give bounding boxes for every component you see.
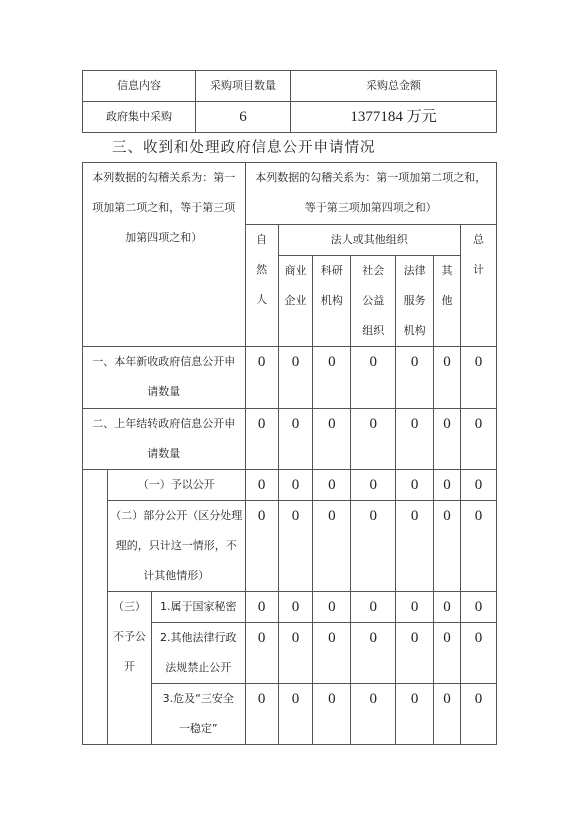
cell-value: 0	[434, 592, 461, 623]
cell-value: 0	[396, 501, 434, 592]
cell-value: 0	[278, 470, 313, 501]
cell-value: 0	[461, 623, 497, 684]
header-char: 其	[441, 264, 453, 277]
results-indent-cell	[83, 470, 108, 745]
requests-table	[82, 162, 497, 745]
header-char: 总	[473, 233, 484, 246]
left-header-line: 项加第二项之和，等于第三项	[92, 201, 236, 214]
left-header	[83, 163, 246, 347]
cell-value: 0	[461, 347, 497, 409]
header-char: 然	[256, 263, 268, 276]
cell-value: 0	[461, 592, 497, 623]
row-label-line: 理的，只计这一情形，不	[115, 539, 237, 552]
cell-value: 0	[434, 684, 461, 745]
cell-value: 0	[245, 684, 278, 745]
cell-value: 0	[434, 623, 461, 684]
col-other	[434, 256, 461, 347]
legal-group-header: 法人或其他组织	[278, 225, 461, 256]
row-label-line: 一稳定”	[178, 722, 218, 735]
right-header-line: 本列数据的勾稽关系为：第一项加第二项之和，	[255, 171, 487, 184]
section-heading: 三、收到和处理政府信息公开申请情况	[112, 140, 376, 156]
cell-value: 0	[396, 347, 434, 409]
procurement-table	[82, 70, 497, 133]
right-header	[245, 163, 496, 225]
cell-value: 0	[245, 501, 278, 592]
row-label-line: 法规禁止公开	[165, 661, 232, 674]
header-char: 社会	[362, 264, 385, 277]
header-char: 机构	[403, 324, 426, 337]
row-label-line: 计其他情形）	[143, 569, 210, 582]
header-char: 服务	[403, 294, 426, 307]
cell-value: 0	[245, 623, 278, 684]
cell-value: 0	[461, 501, 497, 592]
cell-value: 0	[245, 409, 278, 470]
row-label-line: 2.其他法律行政	[159, 631, 237, 644]
header-char: 自	[256, 233, 268, 246]
row-label-line: 3.危及“三安全	[162, 692, 234, 705]
cell-value: 0	[396, 623, 434, 684]
cell-value: 0	[245, 592, 278, 623]
header-char: 科研	[320, 264, 343, 277]
row-label: 1.属于国家秘密	[151, 592, 245, 623]
total-header	[461, 225, 497, 347]
cell-value: 0	[396, 592, 434, 623]
cell-value: 0	[461, 684, 497, 745]
not-public-label	[107, 592, 151, 745]
row-label-line: 不予公	[112, 630, 146, 643]
row-count: 6	[196, 102, 291, 133]
row-label	[151, 623, 245, 684]
cell-value: 0	[351, 684, 396, 745]
cell-value: 0	[396, 470, 434, 501]
cell-value: 0	[313, 409, 351, 470]
row-label	[107, 501, 245, 592]
cell-value: 0	[351, 501, 396, 592]
row-label-line: 开	[123, 660, 135, 673]
cell-value: 0	[313, 347, 351, 409]
row-label-line: 二、上年结转政府信息公开申	[92, 417, 236, 430]
table-row	[83, 592, 497, 623]
cell-value: 0	[278, 623, 313, 684]
row-label-line: （三）	[112, 600, 146, 613]
cell-value: 0	[313, 623, 351, 684]
procurement-header-row	[83, 71, 497, 102]
header-char: 人	[256, 293, 268, 306]
cell-value: 0	[313, 592, 351, 623]
row-label: （一）予以公开	[107, 470, 245, 501]
col-research	[313, 256, 351, 347]
header-info-content: 信息内容	[83, 71, 196, 102]
cell-value: 0	[434, 347, 461, 409]
row-amount: 1377184 万元	[291, 102, 497, 133]
header-char: 机构	[320, 294, 343, 307]
cell-value: 0	[313, 501, 351, 592]
col-public-welfare	[351, 256, 396, 347]
cell-value: 0	[351, 347, 396, 409]
cell-value: 0	[351, 409, 396, 470]
cell-value: 0	[278, 347, 313, 409]
row-label: 政府集中采购	[83, 102, 196, 133]
left-header-line: 加第四项之和）	[125, 231, 203, 244]
row-label-line: 请数量	[147, 385, 181, 398]
row-label	[151, 684, 245, 745]
row-label-line: 请数量	[147, 447, 181, 460]
header-char: 公益	[362, 294, 385, 307]
row-label-line: （二）部分公开（区分处理	[110, 509, 243, 522]
cell-value: 0	[278, 592, 313, 623]
header-char: 企业	[284, 294, 307, 307]
cell-value: 0	[351, 592, 396, 623]
procurement-data-row	[83, 102, 497, 133]
cell-value: 0	[245, 347, 278, 409]
cell-value: 0	[434, 409, 461, 470]
header-char: 组织	[362, 324, 385, 337]
row-label	[83, 347, 246, 409]
header-char: 计	[473, 263, 484, 276]
table-row	[83, 470, 497, 501]
cell-value: 0	[313, 470, 351, 501]
cell-value: 0	[434, 470, 461, 501]
col-legal-service	[396, 256, 434, 347]
header-total-amount: 采购总金额	[291, 71, 497, 102]
row-label	[83, 409, 246, 470]
cell-value: 0	[313, 684, 351, 745]
row-label-line: 一、本年新收政府信息公开申	[92, 355, 236, 368]
cell-value: 0	[278, 684, 313, 745]
cell-value: 0	[461, 409, 497, 470]
cell-value: 0	[351, 470, 396, 501]
table-row	[83, 409, 497, 470]
header-char: 商业	[284, 264, 307, 277]
cell-value: 0	[461, 470, 497, 501]
header-item-count: 采购项目数量	[196, 71, 291, 102]
left-header-line: 本列数据的勾稽关系为：第一	[92, 171, 236, 184]
cell-value: 0	[351, 623, 396, 684]
cell-value: 0	[434, 501, 461, 592]
table-row	[83, 501, 497, 592]
natural-person-header	[245, 225, 278, 347]
right-header-line: 等于第三项加第四项之和）	[304, 201, 437, 214]
cell-value: 0	[278, 501, 313, 592]
cell-value: 0	[396, 684, 434, 745]
table-row	[83, 347, 497, 409]
header-char: 他	[441, 294, 453, 307]
header-char: 法律	[403, 264, 426, 277]
cell-value: 0	[396, 409, 434, 470]
cell-value: 0	[278, 409, 313, 470]
col-business	[278, 256, 313, 347]
cell-value: 0	[245, 470, 278, 501]
